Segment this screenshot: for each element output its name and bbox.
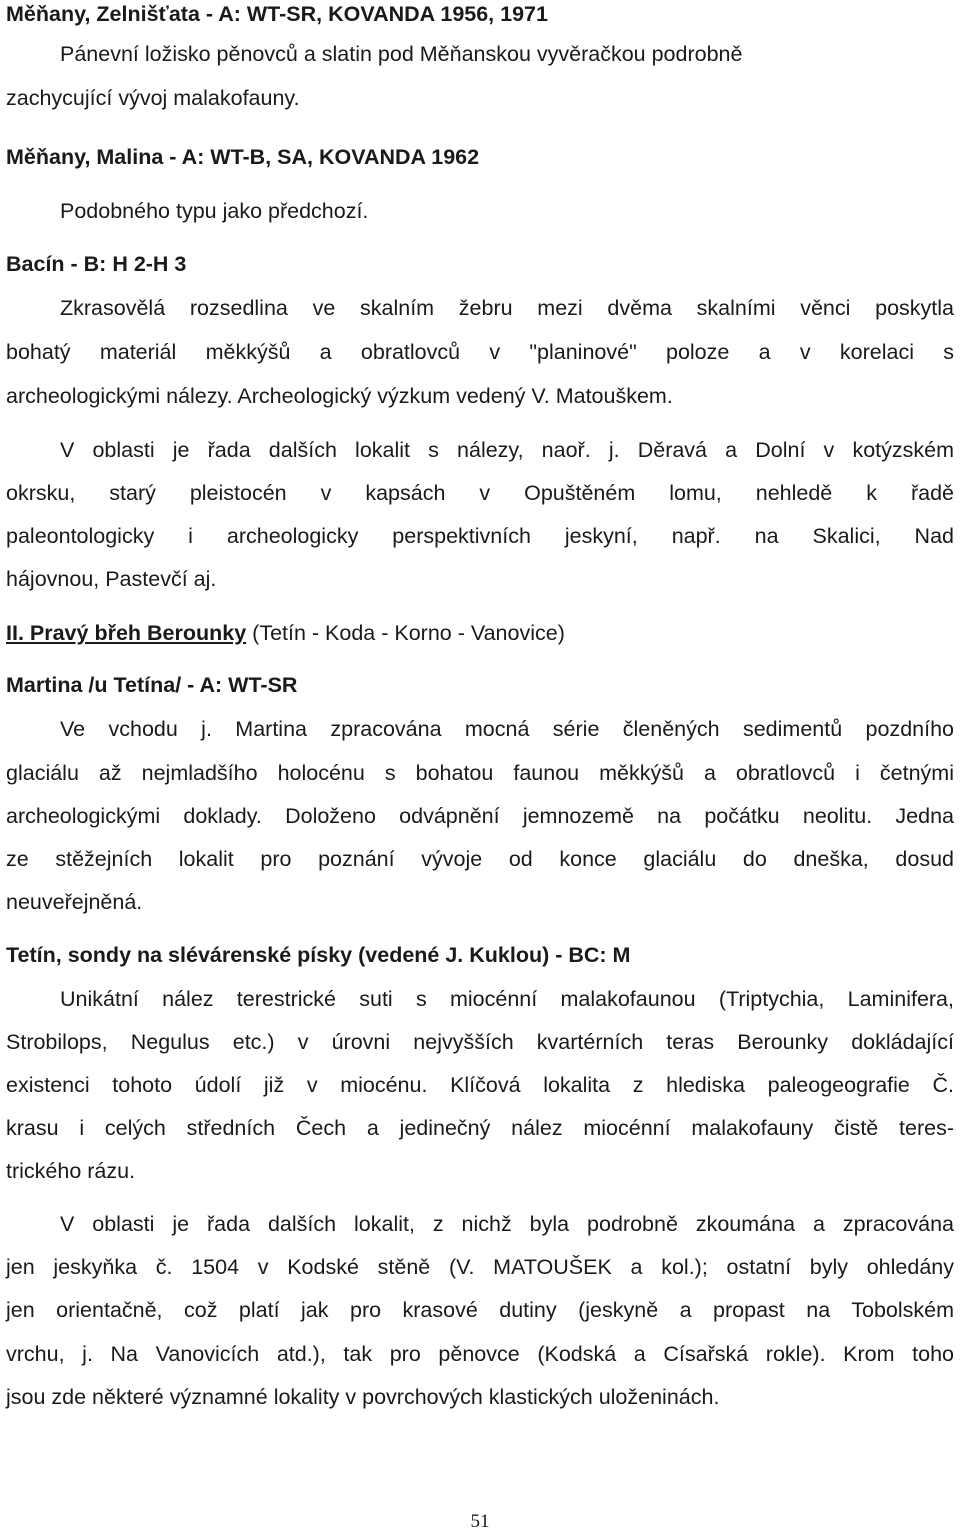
paragraph-line: zachycující vývoj malakofauny. bbox=[6, 86, 300, 110]
paragraph-line: hájovnou, Pastevčí aj. bbox=[6, 567, 217, 591]
paragraph-line: jsou zde některé významné lokality v povrchových klastických uloženinách. bbox=[6, 1385, 720, 1409]
paragraph-line: trického rázu. bbox=[6, 1159, 136, 1183]
paragraph-line: ze stěžejních lokalit pro poznání vývoje od konce glaciálu do dneška, dosud bbox=[6, 847, 954, 871]
heading-martina: Martina /u Tetína/ - A: WT-SR bbox=[6, 673, 298, 697]
section-title: II. Pravý břeh Berounky bbox=[6, 621, 247, 645]
heading-menany-malina: Měňany, Malina - A: WT-B, SA, KOVANDA 1962 bbox=[6, 145, 480, 169]
heading-bacin: Bacín - B: H 2-H 3 bbox=[6, 252, 187, 276]
section-subtitle: (Tetín - Koda - Korno - Vanovice) bbox=[252, 621, 565, 645]
paragraph-line: jen orientačně, což platí jak pro krasové dutiny (jeskyně a propast na Tobolském bbox=[6, 1298, 954, 1322]
paragraph-line: existenci tohoto údolí již v miocénu. Klíčová lokalita z hlediska paleogeografie Č. bbox=[6, 1073, 954, 1097]
paragraph-line: V oblasti je řada dalších lokalit s nálezy, naoř. j. Děravá a Dolní v kotýzském bbox=[60, 438, 954, 462]
paragraph-line: Zkrasovělá rozsedlina ve skalním žebru mezi dvěma skalními věnci poskytla bbox=[60, 296, 954, 320]
paragraph-line: Strobilops, Negulus etc.) v úrovni nejvyšších kvartérních teras Berounky dokládající bbox=[6, 1030, 954, 1054]
heading-tetin: Tetín, sondy na slévárenské písky (vedené J. Kuklou) - BC: M bbox=[6, 943, 631, 967]
heading-menany-zelnistata: Měňany, Zelnišťata - A: WT-SR, KOVANDA 1956, 1971 bbox=[6, 2, 548, 26]
page-number: 51 bbox=[470, 1511, 490, 1532]
paragraph-line: archeologickými doklady. Doloženo odvápnění jemnozemě na počátku neolitu. Jedna bbox=[6, 804, 954, 828]
paragraph-line: glaciálu až nejmladšího holocénu s bohatou faunou měkkýšů a obratlovců i četnými bbox=[6, 761, 954, 785]
paragraph-line: neuveřejněná. bbox=[6, 890, 143, 914]
paragraph-line: Ve vchodu j. Martina zpracována mocná série členěných sedimentů pozdního bbox=[60, 717, 954, 741]
paragraph-line: vrchu, j. Na Vanovicích atd.), tak pro pěnovce (Kodská a Císařská rokle). Krom toho bbox=[6, 1342, 954, 1366]
paragraph-line: bohatý materiál měkkýšů a obratlovců v "planinové" poloze a v korelaci s bbox=[6, 340, 954, 364]
paragraph-line: archeologickými nálezy. Archeologický výzkum vedený V. Matouškem. bbox=[6, 384, 673, 408]
paragraph-line: krasu i celých středních Čech a jedinečný nález miocénní malakofauny čistě teres- bbox=[6, 1116, 954, 1140]
paragraph-line: Unikátní nález terestrické suti s miocénní malakofaunou (Triptychia, Laminifera, bbox=[60, 987, 954, 1011]
paragraph-line: Pánevní ložisko pěnovců a slatin pod Měňanskou vyvěračkou podrobně bbox=[60, 42, 743, 66]
paragraph-line: Podobného typu jako předchozí. bbox=[60, 199, 369, 223]
paragraph-line: paleontologicky i archeologicky perspektivních jeskyní, např. na Skalici, Nad bbox=[6, 524, 954, 548]
section-heading bbox=[6, 619, 565, 647]
paragraph-line: V oblasti je řada dalších lokalit, z nichž byla podrobně zkoumána a zpracována bbox=[60, 1212, 954, 1236]
paragraph-line: jen jeskyňka č. 1504 v Kodské stěně (V. MATOUŠEK a kol.); ostatní byly ohledány bbox=[6, 1255, 954, 1279]
paragraph-line: okrsku, starý pleistocén v kapsách v Opuštěném lomu, nehledě k řadě bbox=[6, 481, 954, 505]
